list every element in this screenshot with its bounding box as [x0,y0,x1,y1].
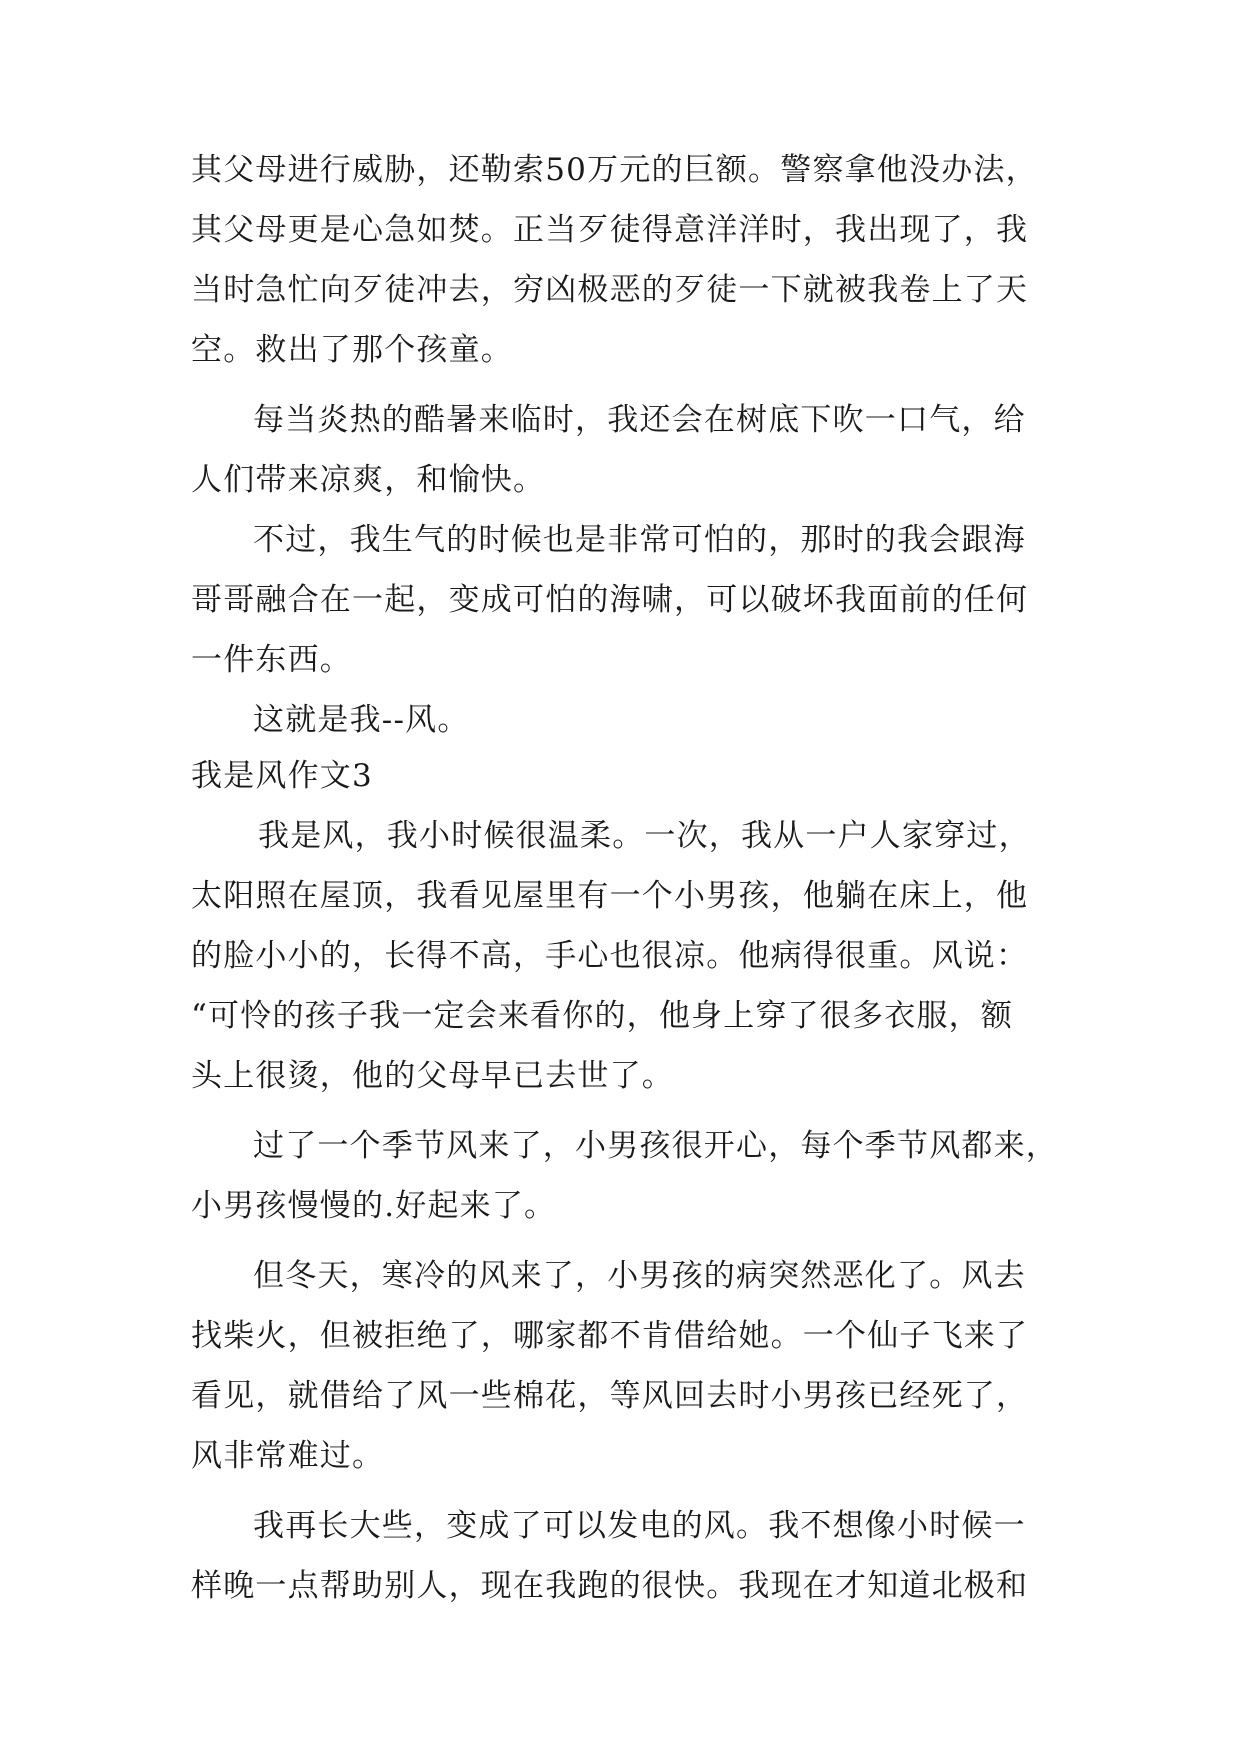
paragraph-line: 我是风，我小时候很温柔。一次，我从一户人家穿过， [258,818,1031,854]
paragraph-line: 头上很烫，他的父母早已去世了。 [191,1058,674,1094]
paragraph-line: 当时急忙向歹徒冲去，穷凶极恶的歹徒一下就被我卷上了天 [191,272,1029,308]
paragraph-line: 找柴火，但被拒绝了，哪家都不肯借给她。一个仙子飞来了 [191,1318,1029,1354]
paragraph-line: 不过，我生气的时候也是非常可怕的，那时的我会跟海 [253,522,1026,558]
paragraph-line: 这就是我--风。 [253,702,470,738]
paragraph-line: 人们带来凉爽，和愉快。 [191,462,546,498]
paragraph-line: 太阳照在屋顶，我看见屋里有一个小男孩，他躺在床上，他 [191,878,1029,914]
paragraph-line: 我再长大些，变成了可以发电的风。我不想像小时候一 [253,1508,1026,1544]
paragraph-line: 看见，就借给了风一些棉花，等风回去时小男孩已经死了， [191,1378,1029,1414]
section-heading: 我是风作文3 [191,758,373,794]
paragraph-line: 但冬天，寒冷的风来了，小男孩的病突然恶化了。风去 [253,1258,1026,1294]
paragraph-line: 一件东西。 [191,642,352,678]
paragraph-line: 过了一个季节风来了，小男孩很开心，每个季节风都来， [253,1128,1058,1164]
paragraph-line: 每当炎热的酷暑来临时，我还会在树底下吹一口气，给 [253,402,1026,438]
paragraph-line: 的脸小小的，长得不高，手心也很凉。他病得很重。风说： [191,938,1029,974]
paragraph-line: 空。救出了那个孩童。 [191,332,513,368]
paragraph-line: “可怜的孩子我一定会来看你的，他身上穿了很多衣服，额 [191,998,1014,1034]
paragraph-line: 小男孩慢慢的.好起来了。 [191,1188,557,1224]
paragraph-line: 其父母进行威胁，还勒索50万元的巨额。警察拿他没办法， [191,152,1038,188]
paragraph-line: 风非常难过。 [191,1438,385,1474]
paragraph-line: 样晚一点帮助别人，现在我跑的很快。我现在才知道北极和 [191,1568,1029,1604]
paragraph-line: 其父母更是心急如焚。正当歹徒得意洋洋时，我出现了，我 [191,212,1029,248]
paragraph-line: 哥哥融合在一起，变成可怕的海啸，可以破坏我面前的任何 [191,582,1029,618]
